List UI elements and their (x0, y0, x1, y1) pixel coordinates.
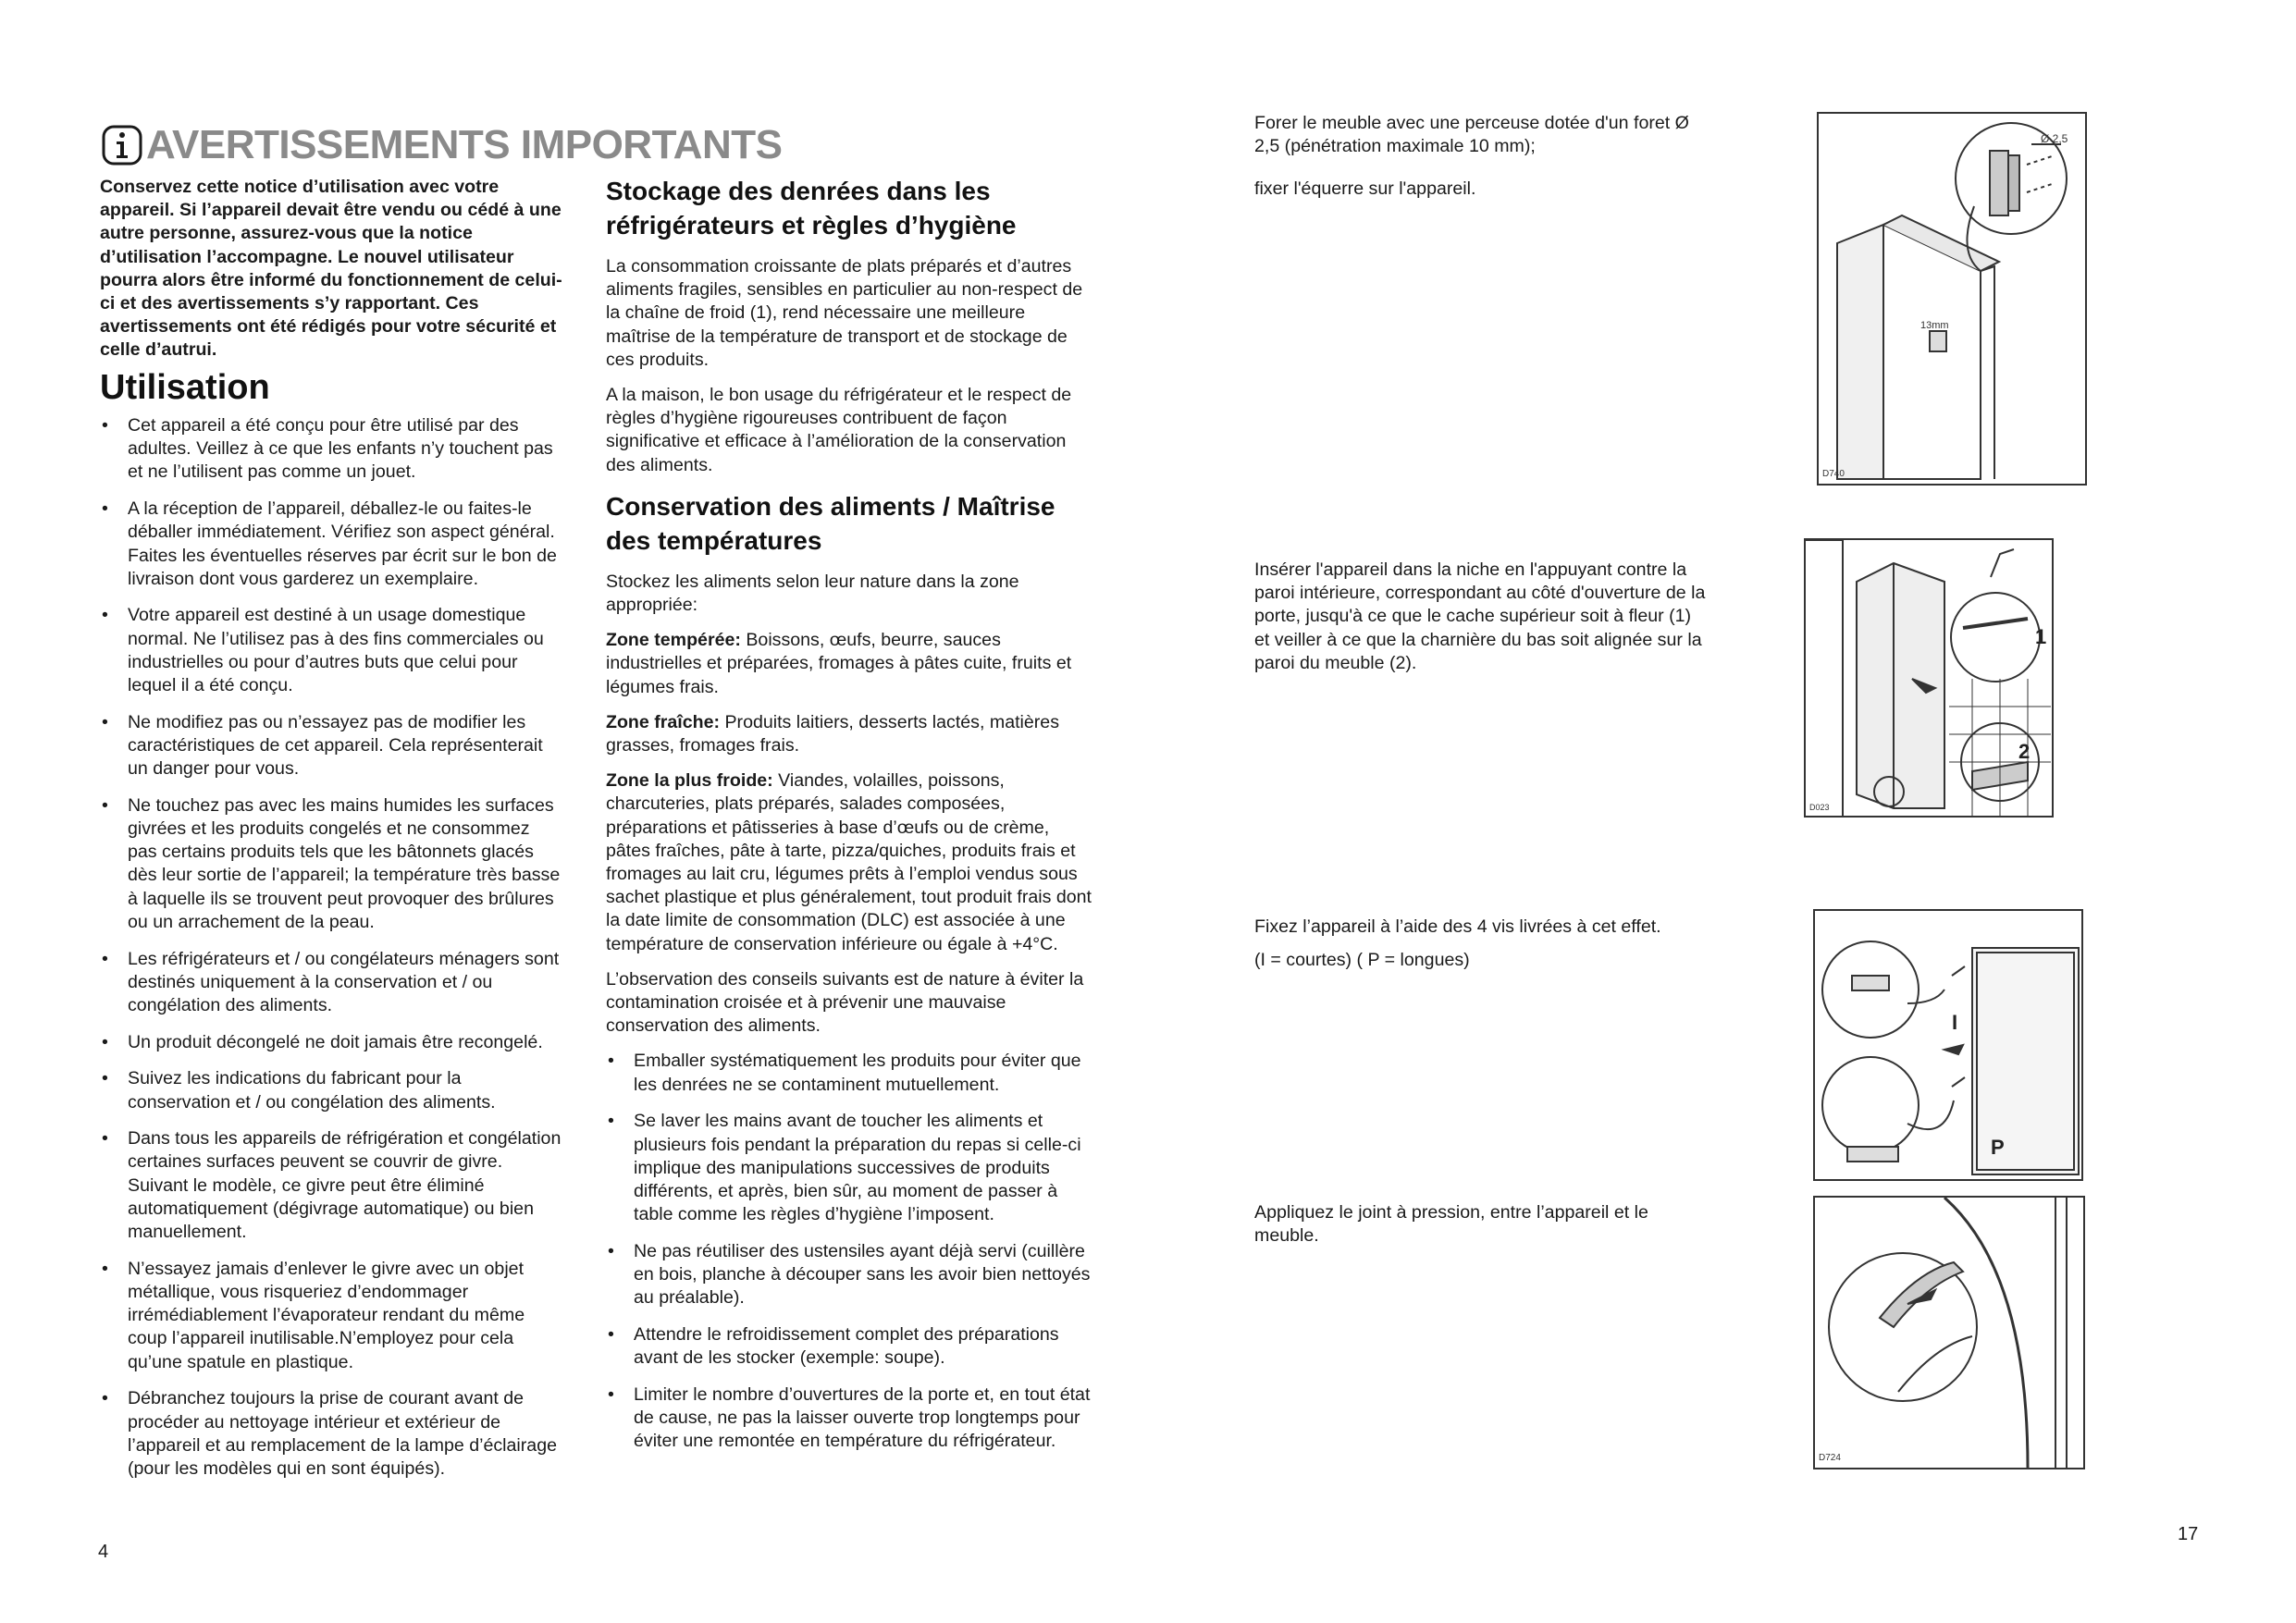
list-item: • Cet appareil a été conçu pour être utilisé par des adultes. Veillez à ce que les enfants n’y touchent pas et ne l’utilisent pas comme un jouet. (100, 414, 562, 485)
zone-fraiche (606, 711, 1092, 757)
zone-label: Zone fraîche: (606, 711, 721, 732)
figure-code: D023 (1809, 803, 1830, 812)
intro-paragraph: Conservez cette notice d’utilisation avec votre appareil. Si l’appareil devait être vendu ou cédé à une autre personne, assurez-vous que la notice d’utilisation l’accompagne. Le nouvel utilisateur pourra alors être informé du fonctionnement de celui-ci et des avertissements s’y rapportant. Ces avertissements ont été rédigés pour votre sécurité et celle d’autrui. (100, 177, 562, 361)
hygiene-list (606, 1050, 1092, 1453)
list-item: • Un produit décongelé ne doit jamais être recongelé. (100, 1031, 562, 1054)
conservation-intro: Stockez les aliments selon leur nature dans la zone appropriée: (606, 571, 1019, 616)
list-item: • Ne modifiez pas ou n’essayez pas de modifier les caractéristiques de cet appareil. Cela représenterait un danger pour vous. (100, 711, 562, 781)
info-icon (102, 125, 142, 166)
figure-bracket (1817, 112, 2087, 486)
list-item: • N’essayez jamais d’enlever le givre avec un objet métallique, vous risqueriez d’endommager irrémédiablement l’évaporateur rendant du même coup l’appareil inutilisable.N’employez pour cela qu’une spatule en plastique. (100, 1258, 562, 1374)
list-item: • Suivez les indications du fabricant pour la conservation et / ou congélation des aliments. (100, 1067, 562, 1113)
step-3-screws: Fixez l’appareil à l’aide des 4 vis livrées à cet effet. (1254, 916, 1661, 937)
step-4-text (1254, 1201, 1708, 1248)
stockage-heading: Stockage des denrées dans les réfrigérateurs et règles d’hygiène (606, 177, 1017, 240)
bracket-illustration (1819, 114, 2085, 484)
step-2-text (1254, 559, 1708, 675)
utilisation-list (100, 414, 562, 1494)
screws-illustration (1815, 911, 2081, 1179)
stockage-paragraph: A la maison, le bon usage du réfrigérateur et le respect de règles d’hygiène rigoureuses contribuent de façon significative et efficace à l’amélioration de la conservation des aliments. (606, 385, 1072, 475)
callout-1: 1 (2035, 625, 2047, 648)
label-long-screws: P (1991, 1136, 2005, 1159)
list-item: • Les réfrigérateurs et / ou congélateurs ménagers sont destinés uniquement à la conservation et / ou congélation des aliments. (100, 948, 562, 1018)
list-item: • Ne touchez pas avec les mains humides les surfaces givrées et les produits congelés et ne consommez pas certains produits tels que les bâtonnets glacés dès leur sortie de l’appareil; la température très basse à laquelle ils se trouvent peut provoquer des brûlures ou un arrachement de la peau. (100, 794, 562, 934)
list-item: • Limiter le nombre d’ouvertures de la porte et, en tout état de cause, ne pas la laisser ouverte trop longtemps pour éviter une remontée en température du réfrigérateur. (606, 1383, 1092, 1454)
step-1-drill: Forer le meuble avec une perceuse dotée d'un foret Ø 2,5 (pénétration maximale 10 mm); (1254, 113, 1689, 157)
list-item: • Se laver les mains avant de toucher les aliments et plusieurs fois pendant la préparation du repas si celle-ci implique des manipulations successives de produits différents, et après, bien sûr, au moment de passer à table comme les règles d’hygiène l’imposent. (606, 1110, 1092, 1226)
label-short-screws: I (1952, 1011, 1958, 1034)
list-item: • Attendre le refroidissement complet des préparations avant de les stocker (exemple: soupe). (606, 1323, 1092, 1370)
figure-seal (1813, 1196, 2085, 1469)
list-item: • Ne pas réutiliser des ustensiles ayant déjà servi (cuillère en bois, planche à découper sans les avoir bien nettoyés au préalable). (606, 1240, 1092, 1310)
page-number-right: 17 (2178, 1524, 2199, 1544)
figure-insert (1804, 538, 2054, 818)
stockage-paragraph: La consommation croissante de plats préparés et d’autres aliments fragiles, sensibles en particulier au non-respect de la chaîne de froid (1), rend nécessaire une meilleure maîtrise de la température de transport et de stockage de ces produits. (606, 256, 1083, 370)
list-item: • Débranchez toujours la prise de courant avant de procéder au nettoyage intérieur et extérieur de l’appareil et au remplacement de la lampe d’éclairage (pour les modèles qui en sont équipés). (100, 1387, 562, 1481)
zone-label: Zone tempérée: (606, 630, 741, 651)
zone-text: Boissons, œufs, beurre, sauces industrielles et préparées, fromages à pâtes cuite, fruits et légumes frais. (606, 630, 1072, 697)
figure-code: D724 (1819, 1453, 1841, 1463)
callout-2: 2 (2018, 740, 2031, 763)
drill-size-label: Ø 2,5 (2041, 132, 2068, 145)
dimension-label: 13mm (1920, 320, 1949, 331)
step-2-insert: Insérer l'appareil dans la niche en l'appuyant contre la paroi intérieure, correspondant au côté d'ouverture de la porte, jusqu'à ce que le cache supérieur soit à fleur (1) et veiller à ce que la charnière du bas soit alignée sur la paroi du meuble (2). (1254, 559, 1706, 673)
conservation-heading: Conservation des aliments / Maîtrise des températures (606, 491, 1055, 555)
hygiene-column (606, 174, 1092, 1467)
step-3-text (1254, 916, 1708, 972)
zone-text: Produits laitiers, desserts lactés, matières grasses, fromages frais. (606, 711, 1060, 756)
zone-plus-froide (606, 769, 1092, 956)
zone-text: Viandes, volailles, poissons, charcuteries, plats préparés, salades composées, préparations et pâtisseries à base d’œufs ou de crème, pâtes fraîches, pâte à tarte, pizza/quiches, produits frais et fromages au lait cru, légumes prêts à l’emploi vendus sous sachet plastique et plus généralement, tout produit frais dont la date limite de consommation (DLC) est associée à une température de conservation inférieure ou égale à +4°C. (606, 770, 1092, 954)
zone-label: Zone la plus froide: (606, 770, 773, 792)
utilisation-heading: Utilisation (100, 368, 270, 407)
warnings-title (102, 122, 782, 168)
zone-temperee (606, 629, 1092, 699)
step-1-bracket: fixer l'équerre sur l'appareil. (1254, 178, 1476, 200)
observation-paragraph: L’observation des conseils suivants est de nature à éviter la contamination croisée et à prévenir une mauvaise conservation des aliments. (606, 968, 1084, 1037)
list-item: • Emballer systématiquement les produits pour éviter que les denrées ne se contaminent mutuellement. (606, 1050, 1092, 1096)
figure-code: D740 (1822, 469, 1845, 479)
page-number-left: 4 (98, 1542, 109, 1562)
figure-screws (1813, 909, 2083, 1181)
seal-illustration (1815, 1198, 2083, 1468)
list-item: • A la réception de l’appareil, déballez-le ou faites-le déballer immédiatement. Vérifiez son aspect général. Faites les éventuelles réserves par écrit sur le bon de livraison dont vous garderez un exemplaire. (100, 498, 562, 591)
list-item: • Votre appareil est destiné à un usage domestique normal. Ne l’utilisez pas à des fins commerciales ou industrielles ou pour d’autres buts que celui pour lequel il a été conçu. (100, 604, 562, 697)
insert-illustration (1806, 540, 2052, 816)
step-4-seal: Appliquez le joint à pression, entre l’appareil et le meuble. (1254, 1202, 1648, 1247)
page-title: AVERTISSEMENTS IMPORTANTS (146, 122, 783, 167)
list-item: • Dans tous les appareils de réfrigération et congélation certaines surfaces peuvent se couvrir de givre. Suivant le modèle, ce givre peut être éliminé automatiquement (dégivrage automatique) ou bien manuellement. (100, 1127, 562, 1244)
step-1-text (1254, 112, 1708, 202)
step-3-legend: (I = courtes) ( P = longues) (1254, 950, 1470, 971)
